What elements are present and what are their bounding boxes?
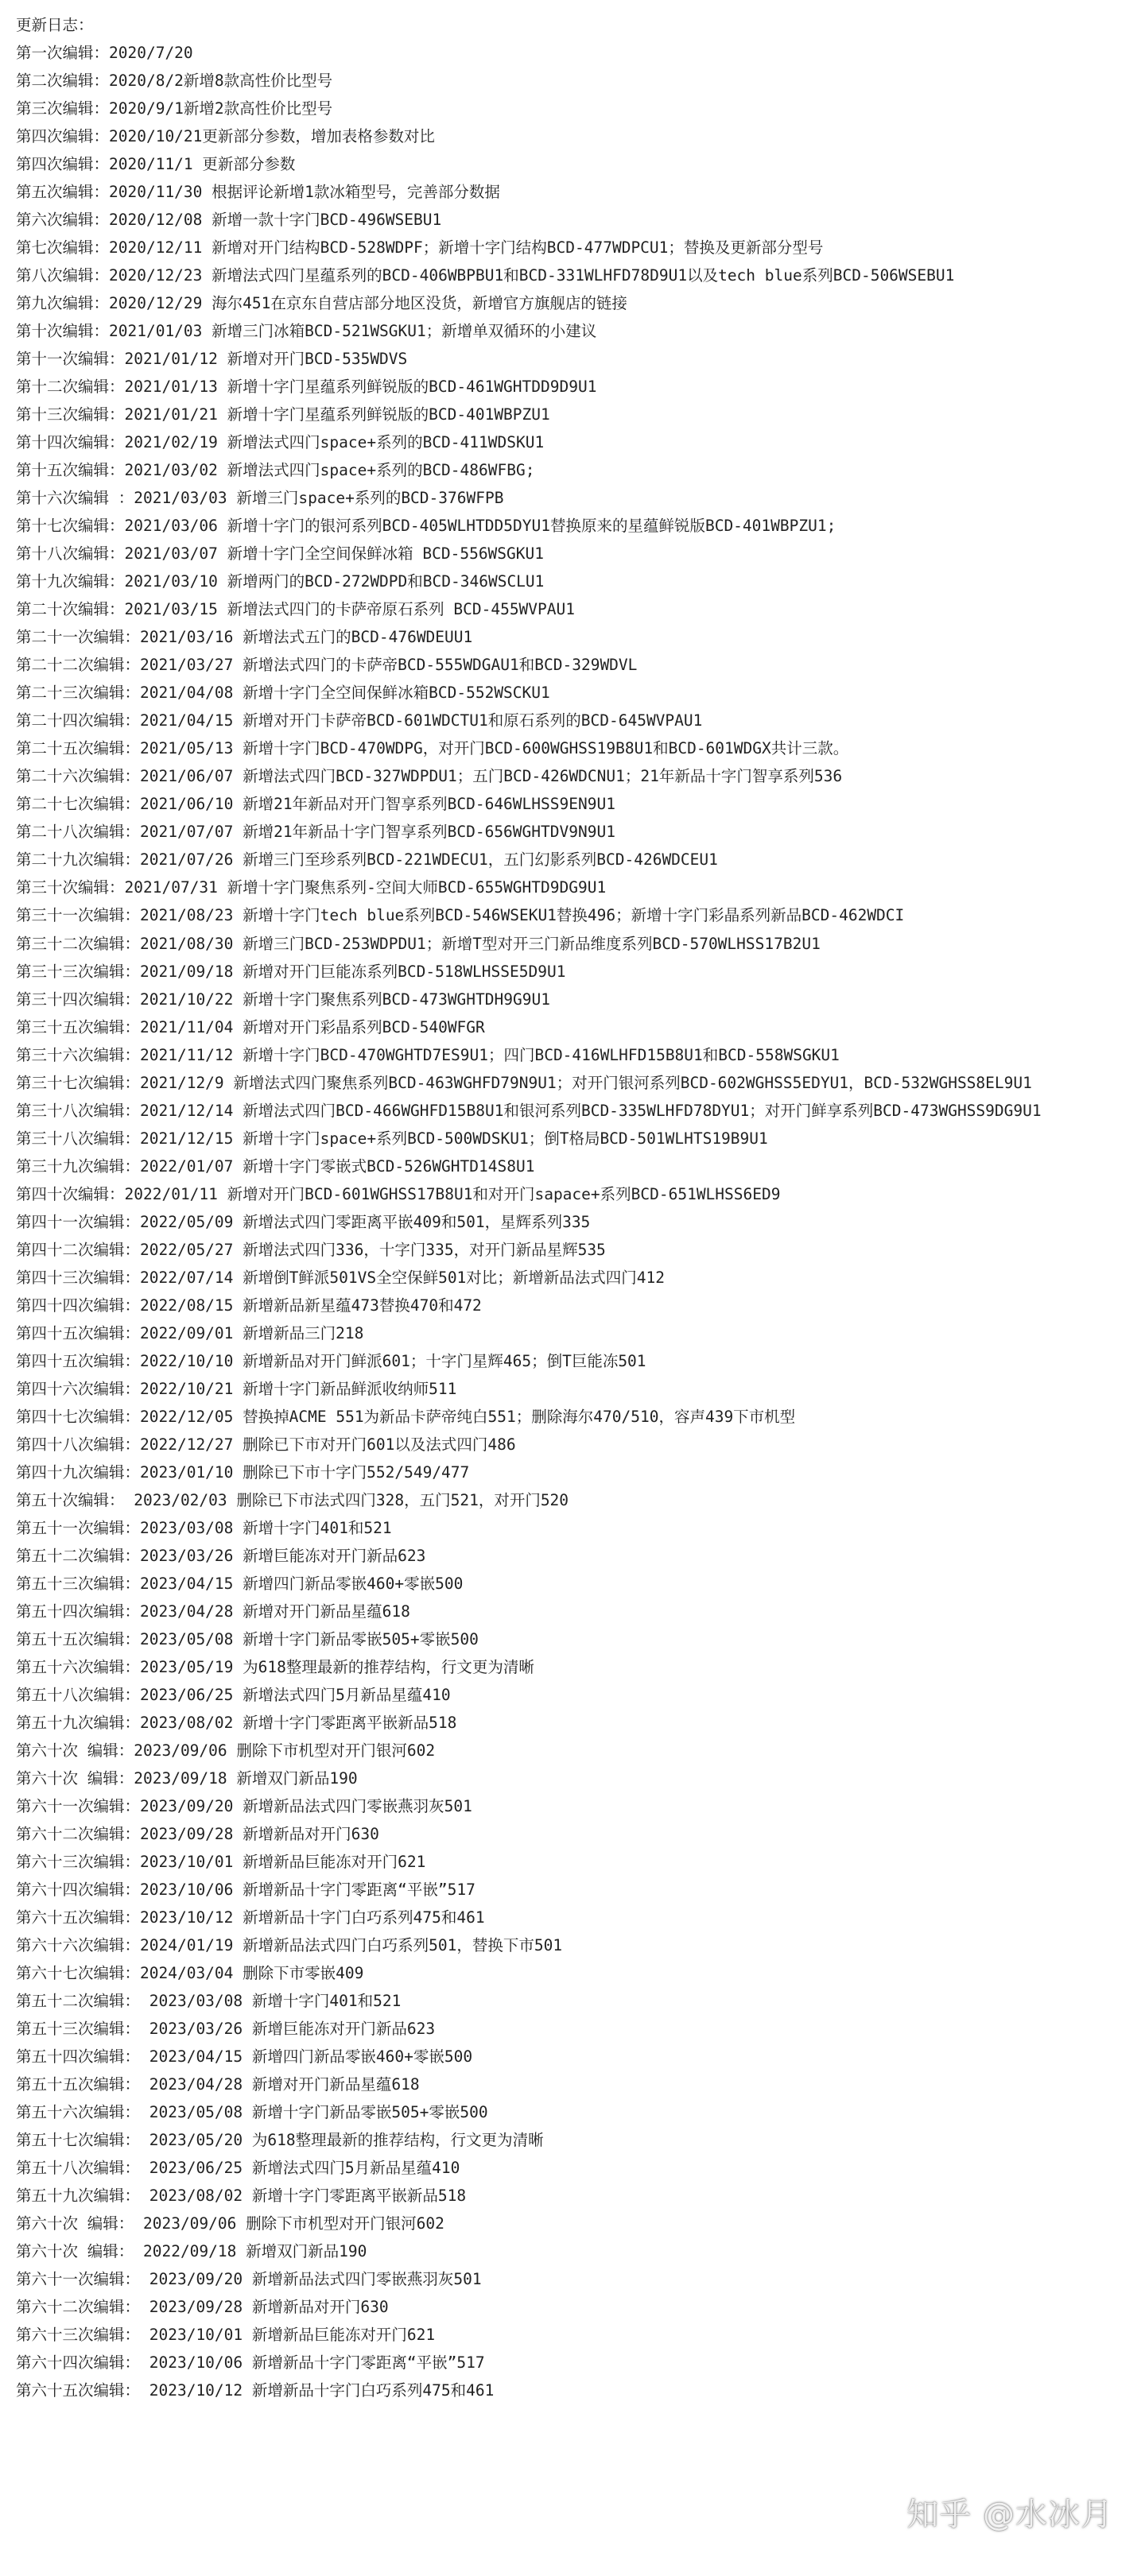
changelog-entry: 第四十五次编辑：2022/09/01 新增新品三门218 [16, 1323, 364, 1342]
changelog-entry: 第二十七次编辑：2021/06/10 新增21年新品对开门智享系列BCD-646WLHSS9EN9U1 [16, 795, 615, 814]
changelog-entry: 第五十二次编辑： 2023/03/08 新增十字门401和521 [16, 1992, 402, 2011]
changelog-entry: 第十二次编辑：2021/01/13 新增十字门星蕴系列鲜锐版的BCD-461WGHTDD9D9U1 [16, 378, 597, 397]
changelog-entry: 第二十五次编辑：2021/05/13 新增十字门BCD-470WDPG，对开门BCD-600WGHSS19B8U1和BCD-601WDGX共计三款。 [16, 739, 849, 758]
changelog-entry: 第六次编辑：2020/12/08 新增一款十字门BCD-496WSEBU1 [16, 211, 442, 230]
changelog-entry: 第四十一次编辑：2022/05/09 新增法式四门零距离平嵌409和501，星辉系列335 [16, 1212, 591, 1231]
changelog-entry: 第五十七次编辑： 2023/05/20 为618整理最新的推荐结构，行文更为清晰 [16, 2131, 544, 2150]
changelog-entry: 第五十一次编辑：2023/03/08 新增十字门401和521 [16, 1518, 392, 1537]
changelog-entry: 第六十六次编辑：2024/01/19 新增新品法式四门白巧系列501，替换下市501 [16, 1936, 563, 1955]
changelog-entry: 第九次编辑：2020/12/29 海尔451在京东自营店部分地区没货，新增官方旗舰店的链接 [16, 294, 627, 313]
changelog-entry: 第四十八次编辑：2022/12/27 删除已下市对开门601以及法式四门486 [16, 1435, 516, 1454]
changelog-entry: 第十六次编辑 ：2021/03/03 新增三门space+系列的BCD-376WFPB [16, 489, 504, 508]
changelog-entry: 第四十七次编辑：2022/12/05 替换掉ACME 551为新品卡萨帝纯白551；删除海尔470/510，容声439下市机型 [16, 1407, 796, 1426]
changelog-entry: 第十四次编辑：2021/02/19 新增法式四门space+系列的BCD-411WDSKU1 [16, 433, 545, 452]
changelog-entry: 第五十次编辑： 2023/02/03 删除已下市法式四门328，五门521，对开门520 [16, 1490, 569, 1509]
changelog-entry: 第六十三次编辑：2023/10/01 新增新品巨能冻对开门621 [16, 1853, 426, 1872]
changelog-entry: 第二十四次编辑：2021/04/15 新增对开门卡萨帝BCD-601WDCTU1和原石系列的BCD-645WVPAU1 [16, 711, 703, 730]
changelog-entry: 第五十九次编辑： 2023/08/02 新增十字门零距离平嵌新品518 [16, 2187, 467, 2206]
changelog-entry: 第三十五次编辑：2021/11/04 新增对开门彩晶系列BCD-540WFGR [16, 1017, 485, 1036]
changelog-entry: 第四十三次编辑：2022/07/14 新增倒T鲜派501VS全空保鲜501对比；新增新品法式四门412 [16, 1268, 666, 1287]
changelog-entry: 第六十二次编辑：2023/09/28 新增新品对开门630 [16, 1825, 379, 1843]
changelog-entry: 第三十七次编辑：2021/12/9 新增法式四门聚焦系列BCD-463WGHFD79N9U1；对开门银河系列BCD-602WGHSS5EDYU1，BCD-532WGHSS8EL9U1 [16, 1073, 1032, 1092]
changelog-entry: 第六十四次编辑：2023/10/06 新增新品十字门零距离“平嵌”517 [16, 1881, 475, 1900]
changelog-entry: 第十九次编辑：2021/03/10 新增两门的BCD-272WDPD和BCD-346WSCLU1 [16, 572, 545, 591]
changelog-entry: 第三十六次编辑：2021/11/12 新增十字门BCD-470WGHTD7ES9U1；四门BCD-416WLHFD15B8U1和BCD-558WSGKU1 [16, 1045, 840, 1064]
changelog-entry: 第二十八次编辑：2021/07/07 新增21年新品十字门智享系列BCD-656WGHTDV9N9U1 [16, 823, 615, 842]
changelog-title: 更新日志： [16, 16, 94, 34]
zhihu-watermark: 知乎 @水冰月 [906, 2497, 1113, 2533]
changelog-entry: 第五次编辑：2020/11/30 根据评论新增1款冰箱型号，完善部分数据 [16, 183, 500, 202]
changelog-entry: 第六十四次编辑： 2023/10/06 新增新品十字门零距离“平嵌”517 [16, 2353, 485, 2373]
changelog-entry: 第三十次编辑：2021/07/31 新增十字门聚焦系列-空间大师BCD-655WGHTD9DG9U1 [16, 878, 607, 897]
changelog-entry: 第三次编辑：2020/9/1新增2款高性价比型号 [16, 99, 333, 118]
changelog-entry: 第四次编辑：2020/10/21更新部分参数，增加表格参数对比 [16, 127, 435, 146]
changelog-entry: 第四十九次编辑：2023/01/10 删除已下市十字门552/549/477 [16, 1462, 470, 1482]
changelog-entry: 第十七次编辑：2021/03/06 新增十字门的银河系列BCD-405WLHTDD5DYU1替换原来的星蕴鲜锐版BCD-401WBPZU1; [16, 517, 836, 536]
changelog-entry: 第五十八次编辑：2023/06/25 新增法式四门5月新品星蕴410 [16, 1685, 451, 1704]
changelog-entry: 第二十次编辑：2021/03/15 新增法式四门的卡萨帝原石系列 BCD-455WVPAU1 [16, 600, 576, 619]
changelog-entry: 第六十一次编辑： 2023/09/20 新增新品法式四门零嵌燕羽灰501 [16, 2270, 482, 2289]
changelog-entry: 第二十九次编辑：2021/07/26 新增三门至珍系列BCD-221WDECU1，五门幻影系列BCD-426WDCEU1 [16, 850, 718, 870]
changelog-entry: 第六十次 编辑： 2023/09/06 删除下市机型对开门银河602 [16, 2214, 444, 2233]
changelog-entry: 第六十五次编辑：2023/10/12 新增新品十字门白巧系列475和461 [16, 1908, 485, 1927]
changelog-entry: 第四十二次编辑：2022/05/27 新增法式四门336，十字门335，对开门新品星辉535 [16, 1240, 606, 1259]
changelog-entry: 第三十二次编辑：2021/08/30 新增三门BCD-253WDPDU1；新增T型对开三门新品维度系列BCD-570WLHSS17B2U1 [16, 934, 821, 953]
changelog-entry: 第五十四次编辑： 2023/04/15 新增四门新品零嵌460+零嵌500 [16, 2047, 473, 2067]
changelog-entry: 第五十四次编辑：2023/04/28 新增对开门新品星蕴618 [16, 1602, 410, 1621]
changelog-entry: 第三十三次编辑：2021/09/18 新增对开门巨能冻系列BCD-518WLHSSE5D9U1 [16, 962, 566, 981]
changelog-entry: 第十次编辑：2021/01/03 新增三门冰箱BCD-521WSGKU1；新增单双循环的小建议 [16, 322, 597, 341]
changelog-entry: 第四十五次编辑：2022/10/10 新增新品对开门鲜派601；十字门星辉465；倒T巨能冻501 [16, 1351, 646, 1370]
changelog-list [16, 39, 1145, 2404]
changelog-entry: 第十八次编辑：2021/03/07 新增十字门全空间保鲜冰箱 BCD-556WSGKU1 [16, 544, 545, 564]
changelog-entry: 第六十次 编辑： 2022/09/18 新增双门新品190 [16, 2242, 367, 2261]
changelog-entry: 第一次编辑：2020/7/20 [16, 44, 193, 62]
changelog-entry: 第五十二次编辑：2023/03/26 新增巨能冻对开门新品623 [16, 1546, 426, 1565]
changelog-entry: 第五十三次编辑： 2023/03/26 新增巨能冻对开门新品623 [16, 2020, 436, 2039]
changelog-entry: 第五十五次编辑： 2023/04/28 新增对开门新品星蕴618 [16, 2075, 420, 2094]
changelog-entry: 第七次编辑：2020/12/11 新增对开门结构BCD-528WDPF；新增十字门结构BCD-477WDPCU1；替换及更新部分型号 [16, 238, 824, 258]
changelog-entry: 第十三次编辑：2021/01/21 新增十字门星蕴系列鲜锐版的BCD-401WBPZU1 [16, 405, 550, 424]
changelog-entry: 第四次编辑：2020/11/1 更新部分参数 [16, 155, 296, 174]
changelog-entry: 第六十次 编辑：2023/09/18 新增双门新品190 [16, 1768, 358, 1788]
changelog-entry: 第三十九次编辑：2022/01/07 新增十字门零嵌式BCD-526WGHTD14S8U1 [16, 1156, 535, 1176]
changelog-entry: 第三十一次编辑：2021/08/23 新增十字门tech blue系列BCD-546WSEKU1替换496；新增十字门彩晶系列新品BCD-462WDCI [16, 906, 905, 925]
changelog-entry: 第二次编辑：2020/8/2新增8款高性价比型号 [16, 72, 333, 91]
changelog-entry: 第五十八次编辑： 2023/06/25 新增法式四门5月新品星蕴410 [16, 2159, 460, 2178]
changelog-entry: 第五十三次编辑：2023/04/15 新增四门新品零嵌460+零嵌500 [16, 1574, 464, 1593]
changelog-entry: 第五十九次编辑：2023/08/02 新增十字门零距离平嵌新品518 [16, 1713, 457, 1732]
changelog-entry: 第三十四次编辑：2021/10/22 新增十字门聚焦系列BCD-473WGHTDH9G9U1 [16, 990, 550, 1009]
changelog-entry: 第四十四次编辑：2022/08/15 新增新品新星蕴473替换470和472 [16, 1296, 482, 1315]
changelog-entry: 第六十次 编辑：2023/09/06 删除下市机型对开门银河602 [16, 1741, 436, 1760]
changelog-entry: 第六十七次编辑：2024/03/04 删除下市零嵌409 [16, 1964, 364, 1983]
changelog-entry: 第十五次编辑：2021/03/02 新增法式四门space+系列的BCD-486WFBG; [16, 461, 535, 480]
changelog-entry: 第十一次编辑：2021/01/12 新增对开门BCD-535WDVS [16, 350, 408, 369]
changelog-entry: 第五十五次编辑：2023/05/08 新增十字门新品零嵌505+零嵌500 [16, 1629, 479, 1648]
changelog-entry: 第三十八次编辑：2021/12/15 新增十字门space+系列BCD-500WDSKU1；倒T格局BCD-501WLHTS19B9U1 [16, 1129, 768, 1148]
changelog-entry: 第四十次编辑：2022/01/11 新增对开门BCD-601WGHSS17B8U1和对开门sapace+系列BCD-651WLHSS6ED9 [16, 1184, 781, 1203]
changelog-entry: 第四十六次编辑：2022/10/21 新增十字门新品鲜派收纳师511 [16, 1379, 457, 1398]
changelog-entry: 第六十一次编辑：2023/09/20 新增新品法式四门零嵌燕羽灰501 [16, 1796, 472, 1815]
changelog-entry: 第六十二次编辑： 2023/09/28 新增新品对开门630 [16, 2298, 389, 2317]
changelog-entry: 第五十六次编辑： 2023/05/08 新增十字门新品零嵌505+零嵌500 [16, 2103, 488, 2122]
changelog-entry: 第六十五次编辑： 2023/10/12 新增新品十字门白巧系列475和461 [16, 2381, 495, 2400]
changelog-entry: 第二十一次编辑：2021/03/16 新增法式五门的BCD-476WDEUU1 [16, 628, 473, 647]
changelog-entry: 第二十三次编辑：2021/04/08 新增十字门全空间保鲜冰箱BCD-552WSCKU1 [16, 684, 550, 703]
changelog-entry: 第二十六次编辑：2021/06/07 新增法式四门BCD-327WDPDU1；五门BCD-426WDCNU1；21年新品十字门智享系列536 [16, 767, 843, 786]
changelog-entry: 第三十八次编辑：2021/12/14 新增法式四门BCD-466WGHFD15B8U1和银河系列BCD-335WLHFD78DYU1；对开门鲜享系列BCD-473WGHSS9DG9U1 [16, 1101, 1042, 1120]
changelog-entry: 第二十二次编辑：2021/03/27 新增法式四门的卡萨帝BCD-555WDGAU1和BCD-329WDVL [16, 656, 638, 675]
changelog-entry: 第八次编辑：2020/12/23 新增法式四门星蕴系列的BCD-406WBPBU1和BCD-331WLHFD78D9U1以及tech blue系列BCD-506WSEBU1 [16, 266, 955, 285]
changelog-entry: 第五十六次编辑：2023/05/19 为618整理最新的推荐结构，行文更为清晰 [16, 1657, 534, 1676]
changelog-entry: 第六十三次编辑： 2023/10/01 新增新品巨能冻对开门621 [16, 2326, 436, 2345]
